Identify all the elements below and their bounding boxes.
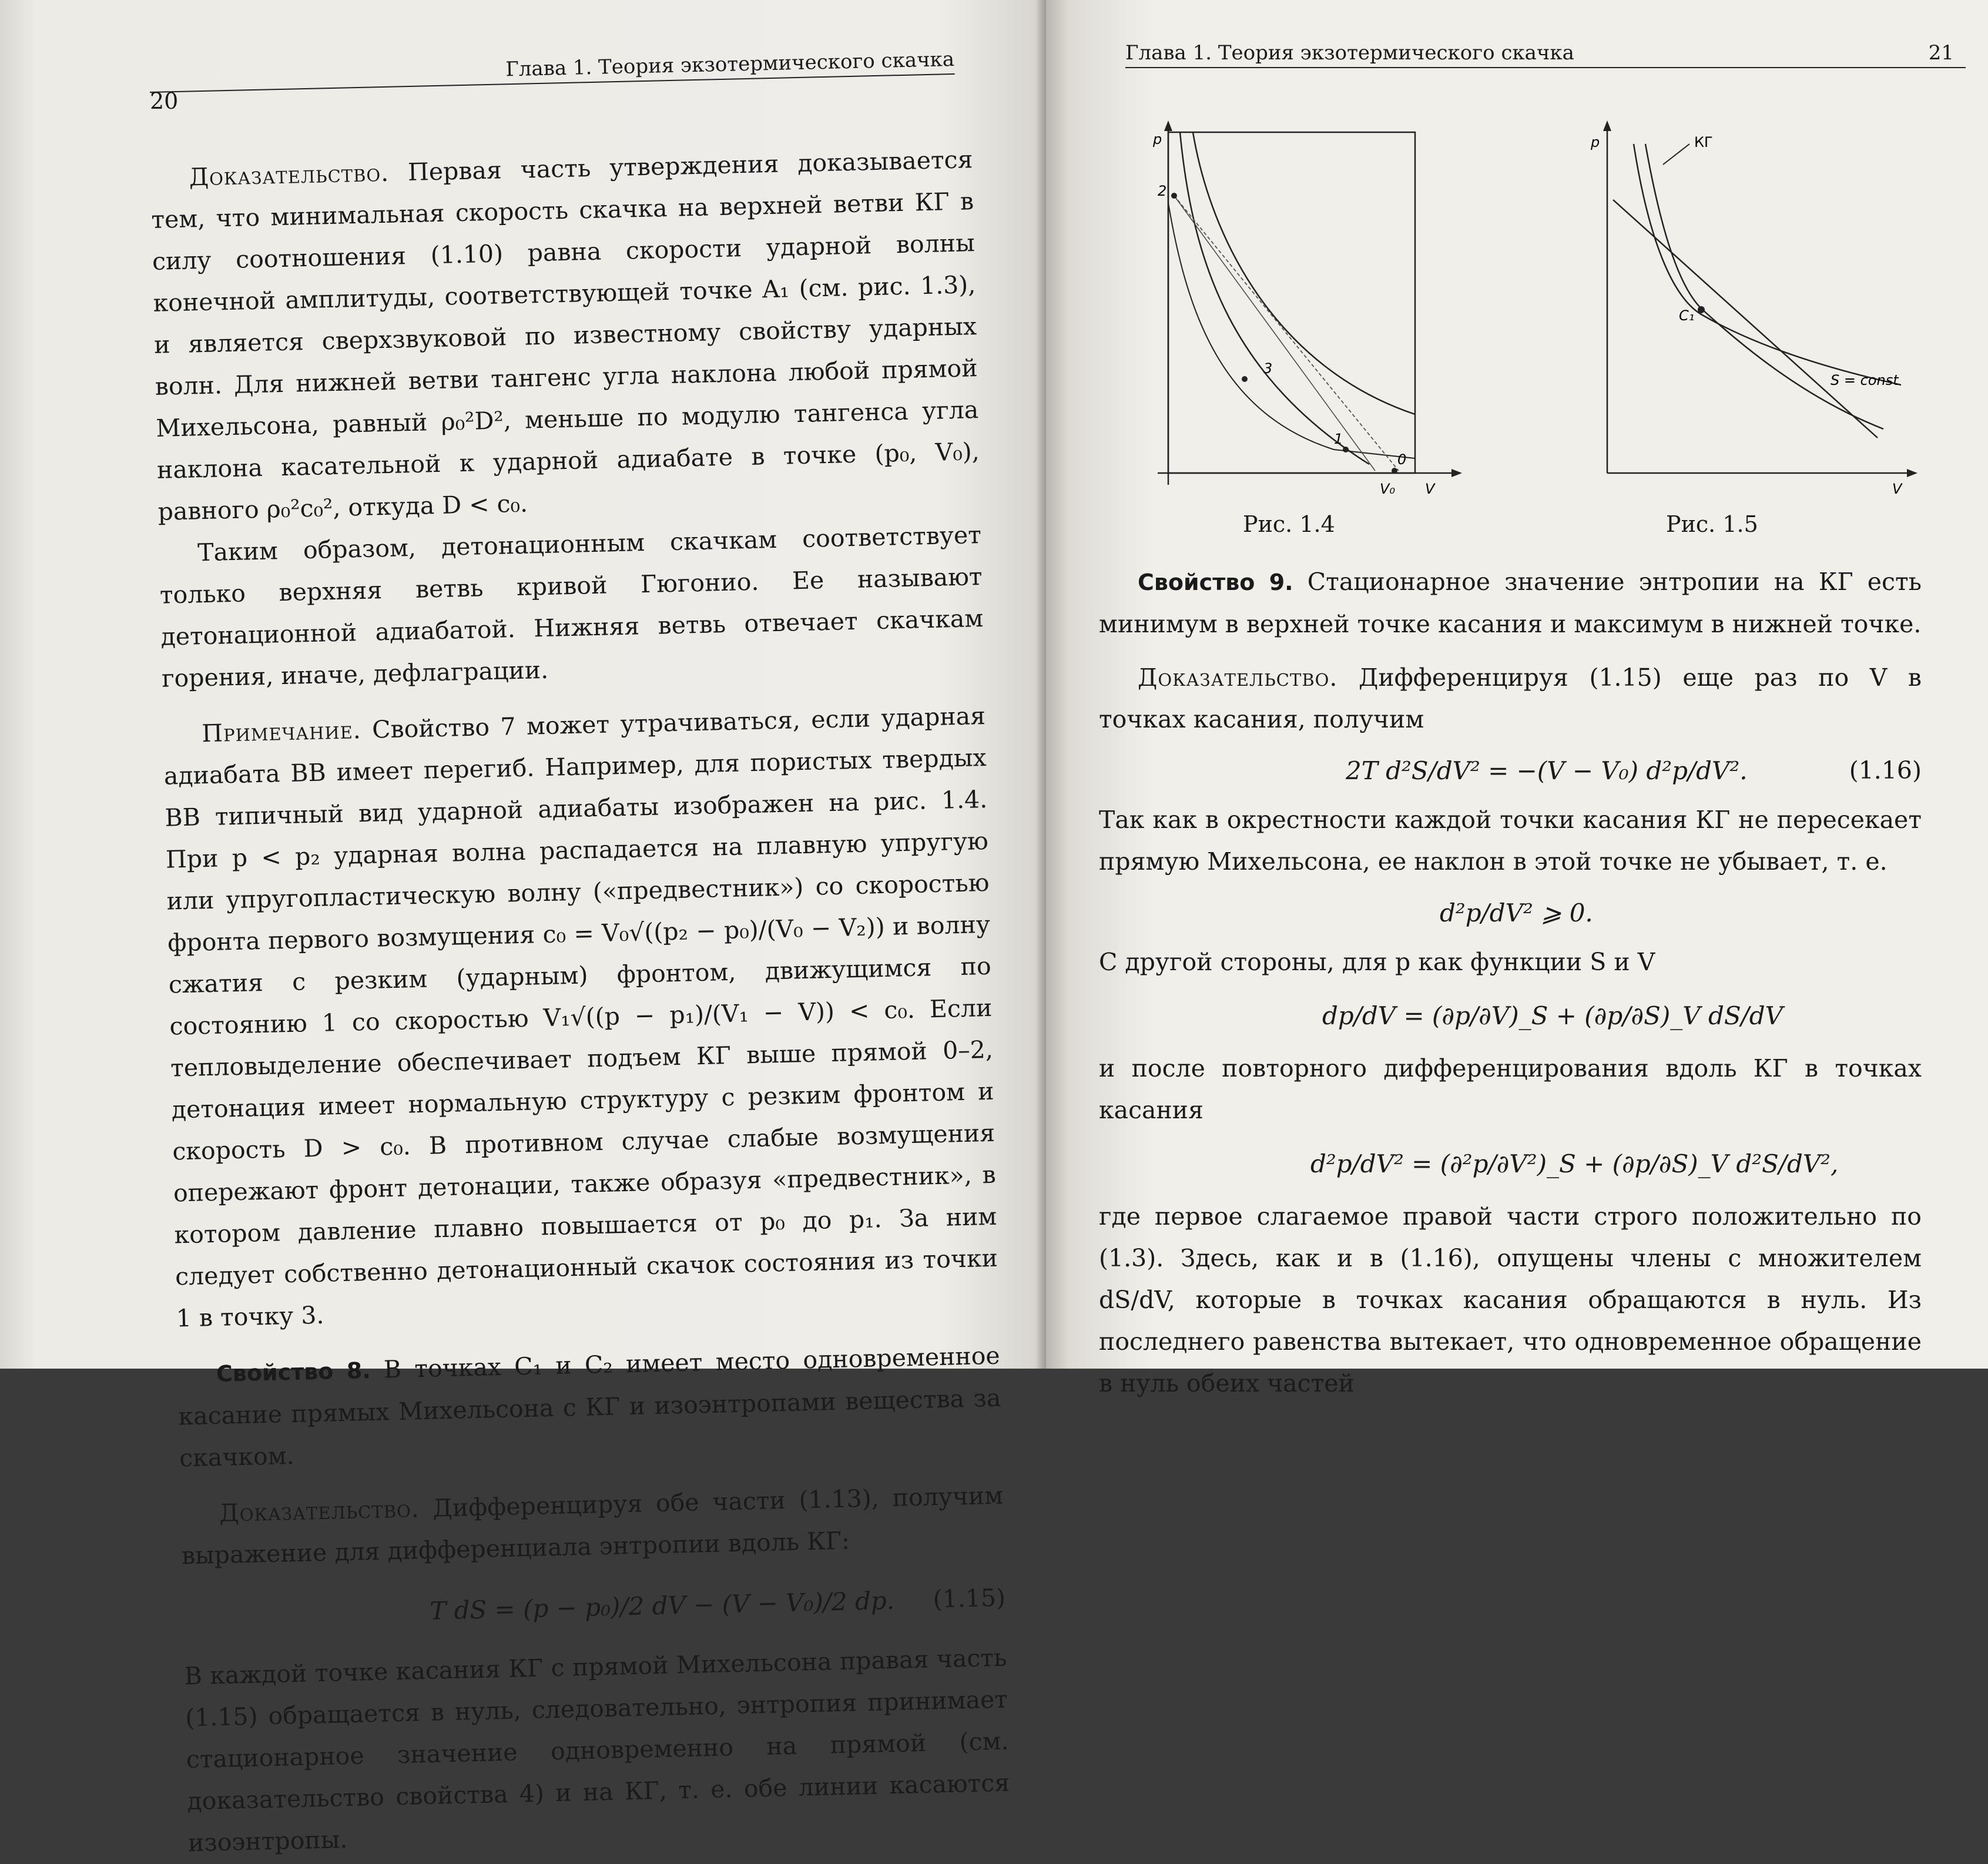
- equation-1-16-row: [1099, 740, 1922, 799]
- fig14-curve-hugoniot: [1193, 132, 1415, 414]
- paragraph-lead: Свойство 8.: [216, 1357, 371, 1387]
- fig15-label-s: S = const: [1831, 372, 1899, 388]
- paragraph-property-9: [1099, 561, 1922, 645]
- fig15-v-arrow: [1907, 469, 1917, 477]
- paragraph-text: С другой стороны, для p как функции S и V: [1099, 948, 1655, 976]
- fig14-label-3: 3: [1263, 360, 1273, 377]
- paragraph-text: Так как в окрестности каждой точки касания КГ не пересекает прямую Михельсона, ее наклон в этой точке не убывает, т. е.: [1099, 806, 1922, 876]
- paragraph-text: Стационарное значение энтропии на КГ есть минимум в верхней точке касания и максимум в нижней точке.: [1099, 568, 1922, 638]
- figure-1-5: [1525, 120, 1936, 508]
- paragraph-lead: Доказательство.: [219, 1494, 420, 1527]
- equation-d2p-row: [1099, 1131, 1922, 1196]
- fig15-curve-hugoniot: [1634, 144, 1901, 385]
- figure-1-5-caption: Рис. 1.5: [1666, 511, 1758, 537]
- inequality: d²p/dV² ⩾ 0.: [1440, 899, 1593, 927]
- paragraph-closing: [184, 1637, 1011, 1864]
- fig14-v-arrow: [1451, 469, 1462, 477]
- paragraph-text-2: [1099, 799, 1922, 883]
- fig15-label-v: V: [1892, 481, 1902, 497]
- inequality-row: [1099, 883, 1922, 941]
- paragraph-text-4: [1099, 1048, 1922, 1131]
- paragraph-text-5: [1099, 1196, 1922, 1404]
- right-body: [1099, 561, 1922, 1404]
- fig15-label-kg: КГ: [1694, 134, 1713, 150]
- fig14-curve-lower: [1168, 203, 1415, 458]
- paragraph-text: и после повторного дифференцирования вдоль КГ в точках касания: [1099, 1054, 1922, 1124]
- fig15-p-arrow: [1603, 120, 1611, 131]
- paragraph-lead: Доказательство.: [189, 158, 390, 192]
- right-running-head-text: Глава 1. Теория экзотермического скачка: [1125, 41, 1574, 65]
- fig14-label-v: V: [1425, 481, 1435, 497]
- fig14-label-0: 0: [1397, 451, 1407, 468]
- fig14-label-2: 2: [1158, 183, 1167, 199]
- fig14-point-1: [1343, 447, 1349, 452]
- fig14-point-3: [1242, 376, 1248, 382]
- paragraph-text: Свойство 7 может утрачиваться, если ударная адиабата ВВ имеет перегиб. Например, для пористых твердых ВВ типичный вид ударной адиабаты изображен на рис. 1.4. При p < p₂ ударная волна распадается на плавную упругую или упругопластическую волну («предвестник») со скоростью фронта первого возмущения c₀ = V₀√((p₂ − p₀)/(V₀ − V₂)) и волну сжатия с резким (ударным) фронтом, движущимся по состоянию 1 со скоростью V₁√((p − p₁)/(V₁ − V)) < c₀. Если тепловыделение обеспечивает подъем КГ выше прямой 0–2, детонация имеет нормальную структуру с резким фронтом и скорость D > c₀. В противном случае слабые возмущения опережают фронт детонации, также образуя «предвестник», в котором давление плавно повышается от p₀ до p₁. За ним следует собственно детонационный скачок состояния из точки 1 в точку 3.: [163, 701, 998, 1333]
- fig14-curve-shock-adiabat: [1180, 132, 1369, 464]
- equation-1-15-number: (1.15): [933, 1583, 1006, 1614]
- paragraph-note: [162, 695, 999, 1339]
- equation-1-15-row: [182, 1567, 1006, 1650]
- fig14-point-2: [1171, 193, 1177, 199]
- right-page: [1046, 0, 1988, 1397]
- paragraph-text: В точках C₁ и C₂ имеет место одновременное касание прямых Михельсона с КГ и изоэнтропами вещества за скачком.: [178, 1341, 1001, 1473]
- equation-1-15: T dS = (p − p₀)/2 dV − (V − V₀)/2 dp.: [429, 1585, 895, 1625]
- figure-1-4-caption: Рис. 1.4: [1243, 511, 1335, 537]
- fig15-point-c1: [1698, 306, 1705, 313]
- fig14-label-p: p: [1153, 131, 1162, 147]
- fig15-kg-leader: [1663, 144, 1689, 165]
- paragraph-text-3: [1099, 941, 1922, 983]
- fig14-label-1: 1: [1334, 431, 1343, 447]
- paragraph-text: Первая часть утверждения доказывается тем, что минимальная скорость скачка на верхней ветви КГ в силу соотношения (1.10) равна скорости ударной волны конечной амплитуды, соответствующей точке A₁ (см. рис. 1.3), и является сверхзвуковой по известному свойству ударных волн. Для нижней ветви тангенс угла наклона любой прямой Михельсона, равный ρ₀²D², меньше по модулю тангенса угла наклона касательной к ударной адиабате в точке (p₀, V₀), равного ρ₀²c₀², откуда D < c₀.: [150, 145, 980, 526]
- equation-1-16: 2T d²S/dV² = −(V − V₀) d²p/dV².: [1346, 756, 1748, 785]
- figure-1-4: [1099, 120, 1498, 508]
- right-running-head: [1125, 41, 1966, 68]
- fig14-p-arrow: [1164, 120, 1172, 131]
- paragraph-proof-2: [180, 1475, 1005, 1577]
- fig14-label-v0: V₀: [1380, 481, 1396, 497]
- left-running-head: [149, 48, 955, 93]
- paragraph-text: Таким образом, детонационным скачкам соответствует только верхняя ветвь кривой Гюгонио. Ее называют детонационной адиабатой. Нижняя ветвь отвечает скачкам горения, иначе, дефлаграции.: [159, 521, 984, 693]
- paragraph-lead: Примечание.: [201, 716, 362, 748]
- fig14-point-0: [1392, 468, 1397, 474]
- paragraph-text: В каждой точке касания КГ с прямой Михельсона правая часть (1.15) обращается в нуль, следовательно, энтропия принимает стационарное значение одновременно на прямой (см. доказательство свойства 4) и на КГ, т. е. обе линии касаются изоэнтропы.: [184, 1643, 1010, 1858]
- equation-1-16-number: (1.16): [1849, 756, 1922, 785]
- left-running-head-text: Глава 1. Теория экзотермического скачка: [505, 47, 955, 82]
- fig14-line-secant: [1174, 196, 1375, 471]
- paragraph-conclusion: [158, 514, 984, 700]
- equation-dp: dp/dV = (∂p/∂V)_S + (∂p/∂S)_V dS/dV: [1322, 1001, 1783, 1030]
- paragraph-text: Дифференцируя (1.15) еще раз по V в точках касания, получим: [1099, 663, 1922, 733]
- fig14-line-0-2: [1174, 196, 1399, 471]
- equation-d2p: d²p/dV² = (∂²p/∂V²)_S + (∂p/∂S)_V d²S/dV²,: [1310, 1149, 1839, 1178]
- paragraph-text: где первое слагаемое правой части строго положительно по (1.3). Здесь, как и в (1.16), опущены члены с множителем dS/dV, которые в точках касания обращаются в нуль. Из последнего равенства вытекает, что одновременное обращение в нуль обеих частей: [1099, 1202, 1922, 1397]
- left-page-number: 20: [150, 88, 179, 114]
- paragraph-text: Дифференцируя обе части (1.13), получим выражение для дифференциала энтропии вдоль КГ:: [181, 1481, 1004, 1570]
- paragraph-proof-1: [150, 139, 981, 533]
- paragraph-lead: Доказательство.: [1138, 663, 1338, 692]
- paragraph-proof-3: [1099, 657, 1922, 740]
- paragraph-property-8: [177, 1335, 1002, 1480]
- left-body: [150, 139, 1011, 1864]
- paragraph-lead: Свойство 9.: [1138, 569, 1293, 595]
- equation-dp-row: [1099, 983, 1922, 1048]
- fig15-label-p: p: [1591, 134, 1600, 150]
- right-page-number: 21: [1928, 41, 1954, 65]
- fig15-michelson-line: [1613, 200, 1878, 438]
- fig15-label-c1: C₁: [1679, 307, 1695, 324]
